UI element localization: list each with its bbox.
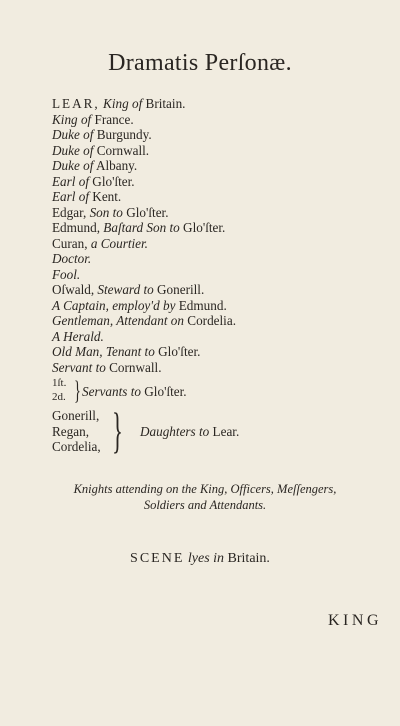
- cast-role: Doctor.: [52, 251, 92, 266]
- cast-row: [52, 96, 352, 112]
- cast-row: [52, 236, 352, 252]
- servant-second: 2d.: [52, 391, 66, 403]
- cast-role: King of: [52, 111, 92, 127]
- cast-role: Gentleman, Attendant on: [52, 313, 184, 328]
- cast-row: [52, 174, 352, 190]
- servants-role-line: [82, 384, 187, 400]
- servants-rest: Glo'ſter.: [140, 384, 187, 399]
- attendants-note: [40, 481, 370, 513]
- cast-row: [52, 220, 352, 236]
- cast-role: King of: [99, 96, 143, 111]
- cast-row: [52, 282, 352, 298]
- attendants-line: Knights attending on the King, Officers, Meſſengers,: [73, 482, 337, 496]
- cast-rest: Cornwall.: [93, 142, 150, 158]
- cast-row: [52, 313, 352, 329]
- cast-role: Earl of: [52, 173, 89, 189]
- scene-line: [0, 551, 400, 567]
- cast-row: [52, 143, 352, 159]
- cast-rest: Cordelia.: [183, 313, 236, 328]
- cast-rest: Kent.: [89, 189, 122, 204]
- cast-row: [52, 298, 352, 314]
- cast-role: Duke of: [52, 142, 94, 158]
- cast-row: [52, 251, 352, 267]
- daughter-name: Regan,: [52, 423, 89, 439]
- cast-rest: Britain.: [142, 96, 186, 111]
- servant-first: 1ſt.: [52, 377, 67, 389]
- cast-row: [52, 189, 352, 205]
- cast-role: Earl of: [52, 189, 89, 204]
- attendants-line: Soldiers and Attendants.: [143, 498, 267, 512]
- cast-row: [52, 267, 352, 283]
- cast-name: Edmund,: [52, 220, 100, 235]
- cast-rest: Gonerill.: [153, 282, 205, 297]
- cast-role: Baſtard Son to: [100, 220, 180, 235]
- daughters-role: Daughters to: [140, 424, 210, 439]
- brace-icon: }: [74, 376, 81, 405]
- cast-row: [52, 127, 352, 143]
- cast-role: Fool.: [52, 266, 81, 282]
- daughters-role-line: [140, 424, 239, 440]
- cast-role: A Herald.: [52, 328, 104, 344]
- scene-mid: lyes in: [184, 551, 225, 566]
- cast-role: A Captain, employ'd by: [52, 297, 176, 313]
- cast-rest: Glo'ſter.: [89, 173, 135, 189]
- cast-role: Old Man, Tenant to: [52, 344, 155, 359]
- cast-rest: Cornwall.: [105, 359, 162, 375]
- cast-role: Steward to: [94, 282, 154, 297]
- cast-name: Edgar,: [52, 204, 87, 220]
- cast-rest: Burgundy.: [93, 127, 152, 142]
- cast-name: Oſwald,: [52, 282, 95, 297]
- scene-label: SCENE: [130, 551, 185, 566]
- daughters-group: [52, 402, 372, 460]
- cast-name: Curan,: [52, 235, 88, 251]
- servants-group: [52, 377, 352, 407]
- cast-role: a Courtier.: [87, 235, 148, 251]
- cast-role: Duke of: [52, 127, 94, 142]
- cast-role: Son to: [86, 204, 123, 220]
- scene-place: Britain.: [224, 551, 270, 566]
- cast-row: [52, 205, 352, 221]
- cast-list: [52, 96, 352, 407]
- daughter-name: Gonerill,: [52, 408, 100, 423]
- servants-role: Servants to: [82, 384, 141, 399]
- daughter-name: Cordelia,: [52, 439, 101, 454]
- cast-rest: France.: [91, 111, 134, 127]
- cast-row: [52, 158, 352, 174]
- cast-rest: Glo'ſter.: [179, 220, 226, 235]
- catchword: KING: [328, 612, 382, 629]
- cast-rest: Glo'ſter.: [122, 204, 169, 220]
- cast-row: [52, 329, 352, 345]
- cast-rest: Albany.: [93, 158, 138, 173]
- cast-row: [52, 344, 352, 360]
- cast-row: [52, 360, 352, 376]
- daughters-rest: Lear.: [209, 424, 240, 439]
- brace-icon: }: [112, 402, 123, 458]
- cast-role: Servant to: [52, 359, 106, 375]
- page-title: Dramatis Perſonæ.: [108, 50, 292, 76]
- cast-row: [52, 112, 352, 128]
- cast-rest: Glo'ſter.: [154, 344, 201, 359]
- cast-rest: Edmund.: [175, 297, 227, 313]
- cast-name: LEAR,: [52, 96, 100, 111]
- daughters-names: [52, 408, 101, 455]
- cast-role: Duke of: [52, 158, 94, 173]
